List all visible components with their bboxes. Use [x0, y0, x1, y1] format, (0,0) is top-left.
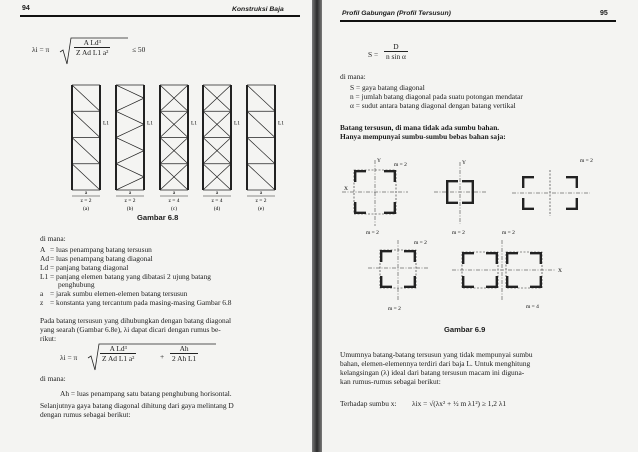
angle-profile	[530, 276, 542, 288]
formula-lambda-fraction	[74, 38, 110, 57]
frame-diagonal	[247, 164, 275, 190]
bold-line-1: Batang tersusun, di mana tidak ada sumbu bahan.	[340, 123, 500, 132]
terhadap-formula: λix = √(λx² + ½ m λ1²) ≥ 1,2 λ1	[412, 399, 507, 408]
angle-profile	[566, 198, 578, 210]
para-right-line-3: kelangsingan (λ) ideal dari batang tersusun macam ini diguna-	[340, 368, 525, 377]
frame-dim-label: a	[128, 190, 132, 196]
definition-text: = jarak sumbu elemen-elemen batang tersusun	[50, 289, 188, 298]
formula-2-den1: Z Ad L1 a²	[102, 354, 135, 364]
axis-x-label: X	[558, 268, 562, 274]
frame-diagonal	[116, 164, 144, 177]
m-label: m = 2	[452, 230, 465, 236]
frame-z-label: z = 2	[124, 198, 136, 204]
angle-profile	[522, 176, 534, 188]
formula-2-fraction-1	[100, 344, 136, 363]
frame-dim-label: a	[172, 190, 176, 196]
frame-diagonal	[116, 177, 144, 190]
definition-text: = konstanta yang tercantum pada masing-masing Gambar 6.8	[50, 298, 232, 307]
angle-profile	[384, 202, 396, 214]
angle-profile	[462, 180, 474, 192]
left-page	[0, 0, 312, 452]
angle-profile	[506, 276, 518, 288]
formula-s-den: n sin α	[386, 52, 406, 62]
def-n: n = jumlah batang diagonal pada suatu potongan mendatar	[350, 92, 523, 101]
definition-text: = luas penampang batang tersusun	[50, 245, 152, 254]
angle-profile	[566, 176, 578, 188]
frame-diagonal	[116, 85, 144, 98]
frame-side-label: L1	[102, 120, 110, 127]
axis-y-label: Y	[462, 160, 466, 166]
frame-dim-label: a	[215, 190, 219, 196]
def-s: S = gaya batang diagonal	[350, 83, 425, 92]
frame-z-label: z = 2	[255, 198, 267, 204]
m-label: m = 2	[366, 230, 379, 236]
definition-symbol: z	[40, 298, 44, 307]
definition-text: = luas penampang batang diagonal	[50, 254, 153, 263]
formula-s-fraction	[384, 42, 408, 61]
formula-2-den2: 2 Ah L1	[172, 354, 197, 364]
definition-text: = panjang batang diagonal	[50, 263, 129, 272]
definition-symbol: A	[40, 245, 46, 254]
bold-line-2: Hanya mempunyai sumbu-sumbu bebas bahan saja:	[340, 132, 506, 141]
definition-symbol: Ad	[40, 254, 50, 263]
formula-lambda-denominator: Z Ad L1 a²	[76, 48, 109, 58]
frame-diagonal	[116, 98, 144, 111]
m-label: m = 4	[526, 304, 539, 310]
terhadap-label: Terhadap sumbu x:	[340, 399, 397, 408]
formula-lambda-lhs: λi = π	[32, 45, 50, 54]
frame-letter-label: (e)	[257, 206, 265, 212]
def-alpha: α = sudut antara batang diagonal dengan batang vertikal	[350, 101, 516, 110]
angle-profile	[462, 252, 474, 264]
formula-lambda-rhs: ≤ 50	[132, 45, 146, 54]
definition-text: penghubung	[58, 280, 95, 289]
dimana-label-1: di mana:	[40, 234, 66, 243]
formula-2-lhs: λi = π	[60, 353, 78, 362]
dimana-label-right: di mana:	[340, 72, 366, 81]
dimana-label-2: di mana:	[40, 374, 66, 383]
para-1-line-1: Pada batang tersusun yang dihubungkan dengan batang diagonal	[40, 316, 232, 325]
frame-diagonal	[116, 124, 144, 137]
frame-z-label: z = 4	[211, 198, 223, 204]
angle-profile	[384, 170, 396, 182]
para-right-line-1: Umumnya batang-batang tersusun yang tidak mempunyai sumbu	[340, 350, 533, 359]
header-rule-left	[20, 15, 300, 17]
para-right-line-4: kan rumus-rumus sebagai berikut:	[340, 377, 441, 386]
frame-diagonal	[72, 138, 100, 164]
figure-6-8-caption: Gambar 6.8	[137, 213, 179, 222]
para-1-line-3: rikut:	[40, 334, 57, 343]
angle-profile	[530, 252, 542, 264]
angle-profile	[380, 276, 392, 288]
m-label: m = 2	[394, 162, 407, 168]
formula-s-num: D	[384, 42, 408, 52]
definition-symbol: L1	[40, 272, 49, 281]
para-2-line-1: Selanjutnya gaya batang diagonal dihitung dari gaya melintang D	[40, 401, 234, 410]
para-1-line-2: yang searah (Gambar 6.8e), λi dapat dicari dengan rumus be-	[40, 325, 221, 334]
frame-z-label: z = 2	[80, 198, 92, 204]
figure-6-8	[0, 80, 312, 220]
frame-letter-label: (b)	[126, 206, 134, 212]
angle-profile	[486, 252, 498, 264]
para-right-line-2: bahan, elemen-elemennya terdiri dari baja L. Untuk menghitung	[340, 359, 531, 368]
angle-profile	[462, 276, 474, 288]
frame-dim-label: a	[84, 190, 88, 196]
frame-side-label: L1	[190, 120, 198, 127]
running-header-left: Konstruksi Baja	[232, 6, 284, 13]
angle-profile	[462, 192, 474, 204]
running-header-right: Profil Gabungan (Profil Tersusun)	[342, 10, 451, 17]
frame-dim-label: a	[259, 190, 263, 196]
angle-profile	[446, 192, 458, 204]
m-label: m = 2	[502, 230, 515, 236]
angle-profile	[354, 202, 366, 214]
frame-side-label: L1	[233, 120, 241, 127]
figure-6-9	[322, 140, 638, 320]
frame-side-label: L1	[146, 120, 154, 127]
frame-side-label: L1	[277, 120, 285, 127]
m-label: m = 2	[580, 158, 593, 164]
frame-diagonal	[116, 111, 144, 124]
page-number-left: 94	[22, 5, 30, 12]
formula-2-fraction-2	[170, 344, 198, 363]
formula-2-plus: +	[160, 352, 165, 361]
definition-text: = panjang elemen batang yang dibatasi 2 ujung batang	[50, 272, 211, 281]
page-number-right: 95	[600, 10, 608, 17]
frame-letter-label: (d)	[213, 206, 221, 212]
axis-y-label: Y	[377, 158, 381, 164]
frame-diagonal	[247, 138, 275, 164]
right-page	[322, 0, 638, 452]
book-gutter	[312, 0, 322, 452]
ah-definition: Ah = luas penampang satu batang penghubung horisontal.	[60, 389, 232, 398]
axis-x-label: X	[344, 186, 348, 192]
frame-diagonal	[72, 164, 100, 190]
frame-diagonal	[116, 151, 144, 164]
angle-profile	[486, 276, 498, 288]
formula-lambda-numerator: A Ld³	[74, 38, 110, 48]
formula-2-num2: Ah	[170, 344, 198, 354]
formula-s-lhs: S =	[368, 50, 379, 59]
frame-diagonal	[247, 111, 275, 137]
frame-letter-label: (a)	[82, 206, 90, 212]
formula-2-num1: A Ld³	[100, 344, 136, 354]
frame-diagonal	[116, 138, 144, 151]
angle-profile	[380, 250, 392, 262]
angle-profile	[522, 198, 534, 210]
para-2-line-2: dengan rumus sebagai berikut:	[40, 410, 131, 419]
angle-profile	[446, 180, 458, 192]
definition-symbol: a	[40, 289, 44, 298]
frame-letter-label: (c)	[170, 206, 178, 212]
angle-profile	[404, 250, 416, 262]
definition-symbol: Ld	[40, 263, 49, 272]
angle-profile	[354, 170, 366, 182]
angle-profile	[506, 252, 518, 264]
frame-diagonal	[72, 85, 100, 111]
m-label: m = 2	[414, 240, 427, 246]
header-rule-right	[340, 20, 616, 22]
m-label: m = 2	[388, 306, 401, 312]
figure-6-9-caption: Gambar 6.9	[444, 325, 486, 334]
frame-diagonal	[72, 111, 100, 137]
frame-z-label: z = 4	[168, 198, 180, 204]
angle-profile	[404, 276, 416, 288]
frame-diagonal	[247, 85, 275, 111]
